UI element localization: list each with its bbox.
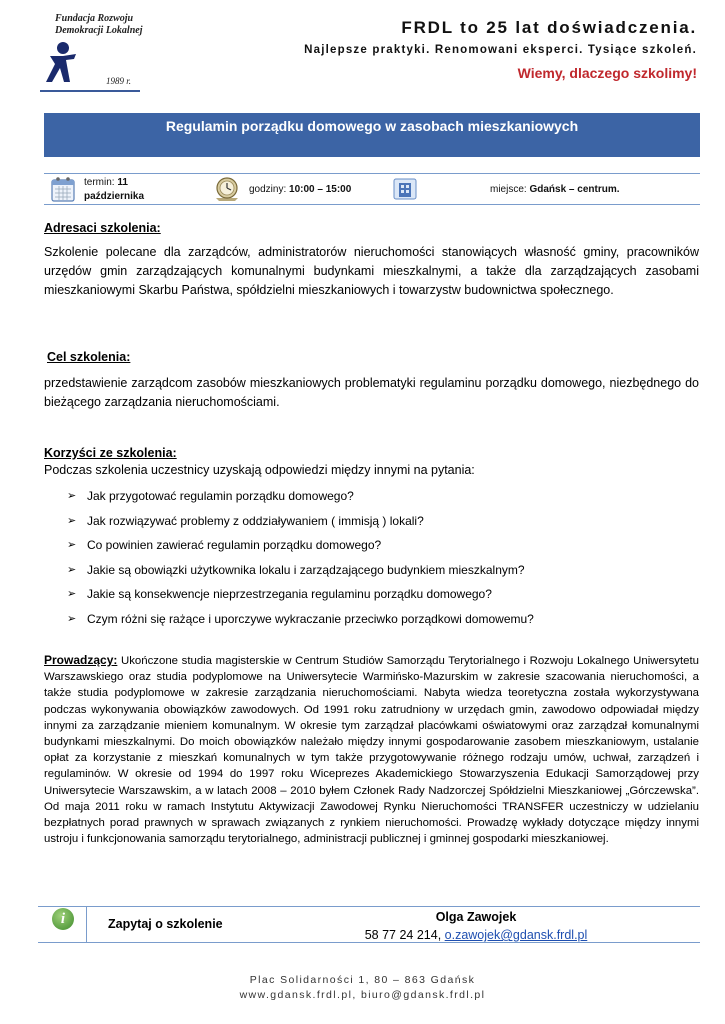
place-value: Gdańsk – centrum.	[529, 184, 620, 195]
list-item-text: Jak przygotować regulamin porządku domowego?	[87, 489, 354, 503]
list-item	[67, 561, 534, 586]
list-item	[67, 585, 534, 610]
info-divider-top	[44, 173, 700, 174]
date-label: termin:	[84, 177, 115, 188]
list-item-text: Co powinien zawierać regulamin porządku domowego?	[87, 538, 382, 552]
logo-line-1: Fundacja Rozwoju	[55, 13, 134, 24]
contact-divider-top	[38, 906, 700, 907]
course-title-banner	[44, 113, 700, 157]
header-title: FRDL to 25 lat doświadczenia.	[401, 18, 697, 37]
logo-line-2: Demokracji Lokalnej	[55, 25, 143, 36]
hours-label: godziny:	[249, 184, 287, 195]
cel-text: przedstawienie zarządcom zasobów mieszkaniowych problematyki regulaminu porządku domowego, niezbędnego do bieżącego zarządzania nieruchomościami.	[44, 376, 699, 409]
list-item-text: Jakie są konsekwencje nieprzestrzegania regulaminu porządku domowego?	[87, 587, 492, 601]
contact-email-link[interactable]: o.zawojek@gdansk.frdl.pl	[444, 928, 588, 942]
adresaci-text: Szkolenie polecane dla zarządców, administratorów nieruchomości stanowiących własność gminy, pracowników urzędów gmin zarządzających komunalnymi budynkami mieszkalnymi, a także dla zarządzających zasobami mieszkaniowymi Skarbu Państwa, spółdzielni mieszkaniowych i towarzystw budownictwa społecznego.	[44, 245, 699, 297]
place-label: miejsce:	[490, 184, 527, 195]
clock-icon	[213, 176, 241, 207]
logo-year: 1989 r.	[106, 76, 132, 86]
hours-value: 10:00 – 15:00	[289, 184, 352, 195]
date-day: 11	[117, 177, 128, 188]
info-divider-bottom	[44, 204, 700, 205]
prowadzacy-heading: Prowadzący:	[44, 653, 118, 667]
list-item	[67, 512, 534, 537]
arrow-bullet-icon: ➢	[67, 539, 77, 551]
list-item	[67, 536, 534, 561]
korzysci-heading: Korzyści ze szkolenia:	[44, 446, 177, 460]
list-item-text: Czym różni się rażące i uporczywe wykraczanie przeciwko porządkowi domowemu?	[87, 611, 534, 626]
header-subtitle: Najlepsze praktyki. Renomowani eksperci. Tysiące szkoleń.	[304, 44, 697, 56]
arrow-bullet-icon: ➢	[67, 563, 77, 576]
hours-info	[249, 183, 351, 197]
contact-name: Olga Zawojek	[435, 910, 517, 924]
prowadzacy-text: Ukończone studia magisterskie w Centrum Studiów Samorządu Terytorialnego i Rozwoju Lokalnego Uniwersytetu Warszawskiego oraz studia podyplomowe na Uniwersytecie Warmińsko-Mazurskim w zakresie szacowania nieruchomości, a także studia podyplomowe w zakresie zarządzania nieruchomościami. Nabyta wiedza teoretyczna została wykorzystywana podczas wykonywania obowiązków zawodowych. Od 1991 roku zatrudniony w urzędach gmin, zawodowo odpowiadał między innymi za zarządzanie mieniem komunalnym. W okresie tym zarządzał placówkami oświatowymi oraz zarządzał komunalnymi budynkami mieszkalnymi. Do moich obowiązków należało między innymi gospodarowanie zasobem mieszkaniowym, ustalanie opłat za korzystanie z mieszkań komunalnych w tym także przygotowywanie różnego rodzaju umów, uchwał, zarządzeń i regulaminów. W okresie od 1994 do 1997 roku Wiceprezes Akademickiego Stowarzyszenia Edukacji Samorządowej przy Uniwersytecie Warszawskim, a w latach 2008 – 2010 byłem Członek Rady Nadzorczej Spółdzielni Mieszkaniowej „Górczewska”. Od maja 2011 roku w ramach Instytutu Aktywizacji Zawodowej Rynku Nieruchomości TRANSFER uczestniczy w udzielaniu bezpłatnych porad prawnych w sprawach związanych z rynkiem nieruchomości. Prowadzę wykłady dotyczące między innymi ustroju i funkcjonowania samorządu terytorialnego, administracji publicznej i gminnej gospodarki mieszkaniowej.	[44, 655, 699, 846]
cel-heading: Cel szkolenia:	[47, 350, 131, 364]
arrow-bullet-icon: ➢	[67, 490, 77, 502]
ask-about-course-link[interactable]: Zapytaj o szkolenie	[108, 917, 223, 931]
list-item-text: Jak rozwiązywać problemy z oddziaływaniem ( immisją ) lokali?	[87, 513, 424, 528]
info-icon: i	[52, 908, 74, 930]
arrow-bullet-icon: ➢	[67, 612, 77, 625]
korzysci-list	[67, 487, 534, 634]
list-item	[67, 610, 534, 635]
list-item-text: Jakie są obowiązki użytkownika lokalu i zarządzającego budynkiem mieszkalnym?	[87, 562, 525, 577]
korzysci-intro: Podczas szkolenia uczestnicy uzyskają odpowiedzi między innymi na pytania:	[44, 463, 475, 477]
course-title: Regulamin porządku domowego w zasobach mieszkaniowych	[165, 118, 579, 134]
logo-name	[55, 13, 143, 37]
arrow-bullet-icon: ➢	[67, 514, 77, 527]
logo-divider	[40, 90, 140, 92]
contact-person	[330, 908, 622, 944]
place-info	[490, 183, 620, 197]
contact-phone: 58 77 24 214,	[364, 928, 445, 942]
building-icon	[392, 176, 418, 207]
header-tagline: Wiemy, dlaczego szkolimy!	[517, 65, 697, 81]
prowadzacy-section	[44, 652, 699, 847]
adresaci-heading: Adresaci szkolenia:	[44, 221, 161, 235]
date-info	[84, 176, 144, 204]
arrow-bullet-icon: ➢	[67, 588, 77, 600]
footer-contacts: www.gdansk.frdl.pl, biuro@gdansk.frdl.pl	[239, 989, 486, 1001]
list-item	[67, 487, 534, 512]
contact-divider-bottom	[38, 942, 700, 943]
footer-address: Plac Solidarności 1, 80 – 863 Gdańsk	[249, 974, 476, 986]
contact-vertical-divider	[86, 906, 87, 942]
date-month: października	[84, 191, 145, 202]
